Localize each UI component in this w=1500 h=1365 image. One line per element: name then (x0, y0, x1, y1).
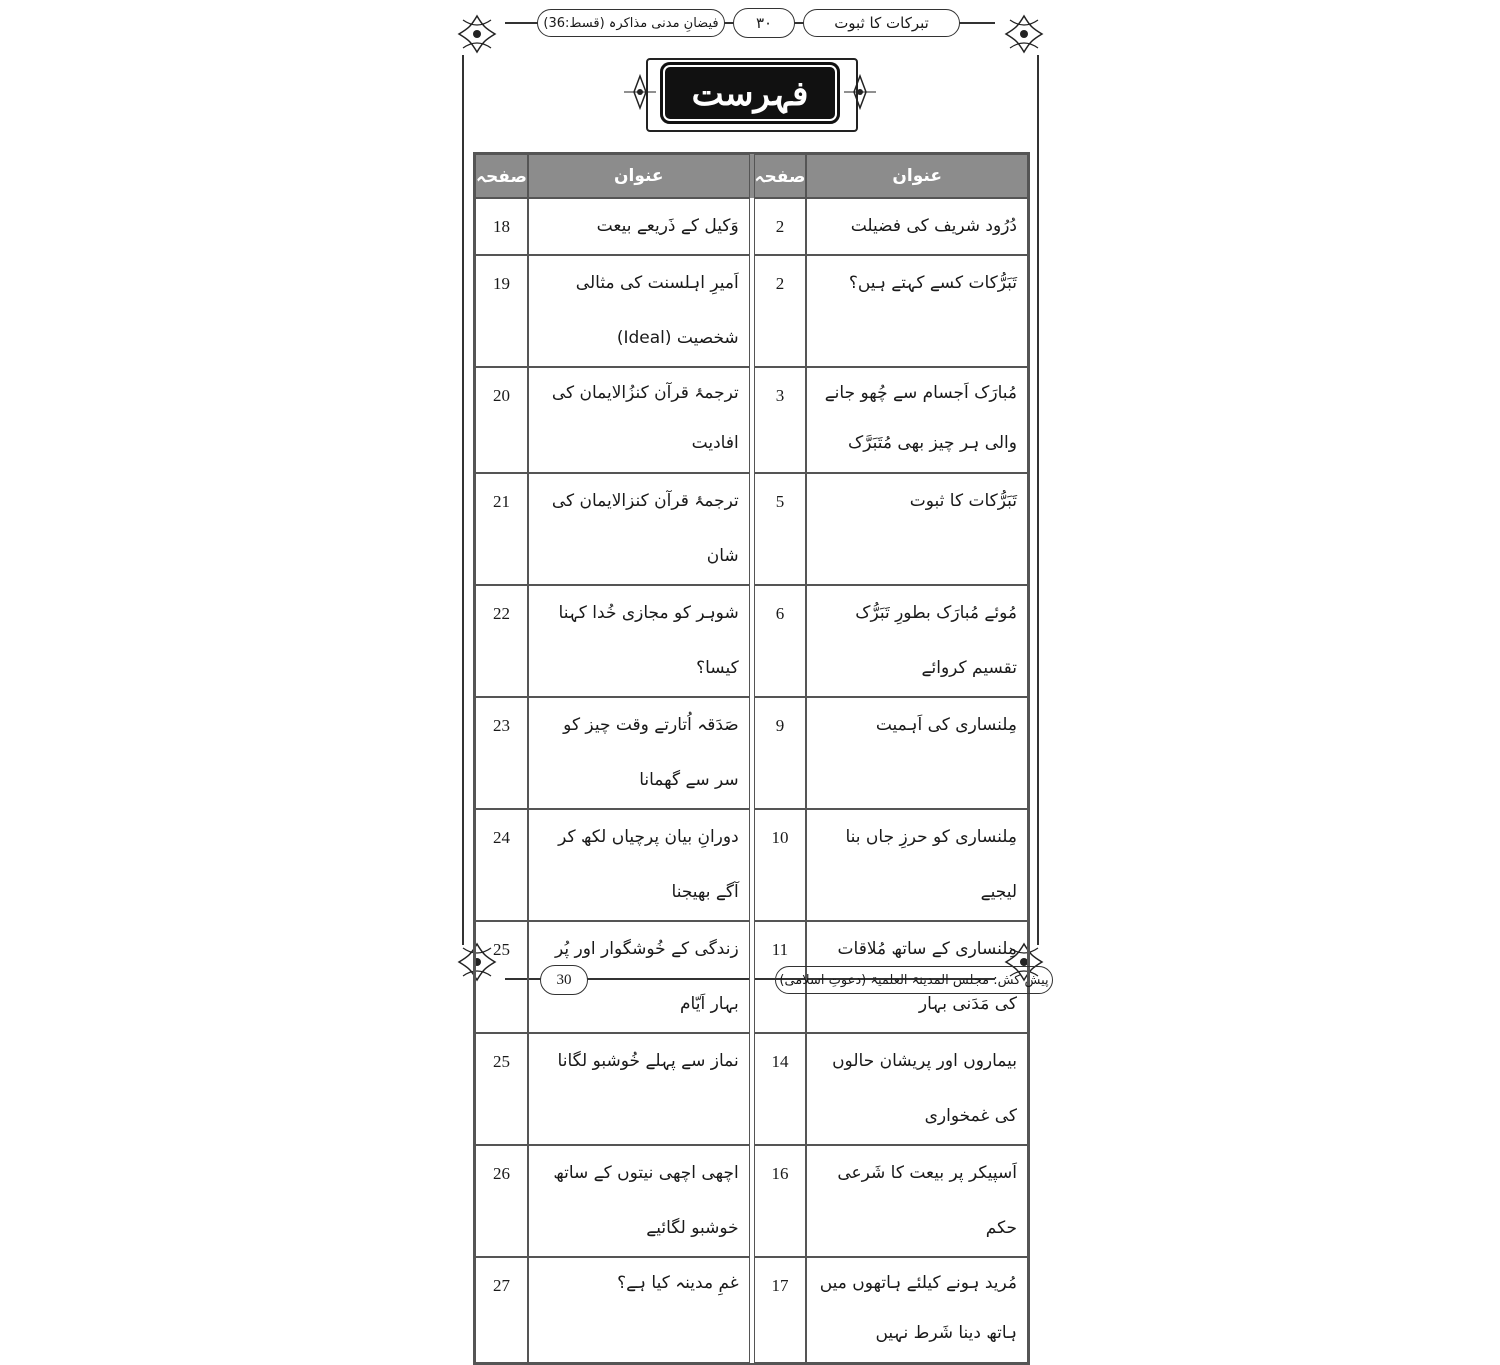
right-entry-title: مُرید ہونے کیلئے ہاتھوں میں ہاتھ دینا شَرط نہیں (806, 1257, 1028, 1363)
right-entry-page: 2 (754, 255, 807, 367)
left-entry-title: زندگی کے خُوشگوار اور پُر بہار اَیّام (528, 921, 750, 1033)
heading-ornament-right-icon (840, 72, 880, 112)
left-entry-page: 25 (475, 921, 528, 1033)
right-entry-page: 10 (754, 809, 807, 921)
left-entry-page: 20 (475, 367, 528, 473)
right-entry-page: 16 (754, 1145, 807, 1257)
left-entry-page: 18 (475, 198, 528, 255)
left-page-header: صفحہ (475, 154, 528, 198)
left-entry-page: 24 (475, 809, 528, 921)
toc-heading-box (660, 62, 840, 124)
right-entry-page: 3 (754, 367, 807, 473)
left-entry-page: 27 (475, 1257, 528, 1363)
footer-publisher: پیش کش: مجلس المدینۃ العلمیۃ (دعوتِ اسلامی) (775, 966, 1053, 994)
right-page-header: صفحہ (754, 154, 807, 198)
right-entry-page: 6 (754, 585, 807, 697)
left-entry-page: 19 (475, 255, 528, 367)
left-entry-page: 23 (475, 697, 528, 809)
corner-ornament-top-right-icon (1002, 12, 1046, 56)
toc-row (475, 367, 1028, 473)
right-entry-title: بیماروں اور پریشان حالوں کی غمخواری (806, 1033, 1028, 1145)
right-entry-page: 2 (754, 198, 807, 255)
toc-table (473, 152, 1030, 1365)
left-entry-page: 26 (475, 1145, 528, 1257)
right-entry-page: 14 (754, 1033, 807, 1145)
left-entry-title: غمِ مدینہ کیا ہے؟ (528, 1257, 750, 1363)
right-entry-title: مُوئے مُبارَک بطورِ تَبَرُّک تقسیم کروائے (806, 585, 1028, 697)
left-entry-title: اَمیرِ اہلسنت کی مثالی شخصیت (Ideal) (528, 255, 750, 367)
frame-left-line (462, 55, 464, 945)
toc-row (475, 809, 1028, 921)
toc-row (475, 1257, 1028, 1363)
right-entry-title: مِلنساری کو حرزِ جاں بنا لیجیے (806, 809, 1028, 921)
right-entry-page: 5 (754, 473, 807, 585)
right-title-header: عنوان (806, 154, 1028, 198)
left-entry-title: اچھی اچھی نیتوں کے ساتھ خوشبو لگائیے (528, 1145, 750, 1257)
left-entry-page: 21 (475, 473, 528, 585)
right-entry-page: 11 (754, 921, 807, 1033)
left-entry-title: دورانِ بیان پرچیاں لکھ کر آگے بھیجنا (528, 809, 750, 921)
frame-right-line (1037, 55, 1039, 945)
header-page-number: ۳۰ (733, 8, 795, 38)
left-title-header: عنوان (528, 154, 750, 198)
right-entry-title: مُبارَک اَجسام سے چُھو جانے والی ہر چیز بھی مُتَبَرَّک (806, 367, 1028, 473)
header-series-title: فیضانِ مدنی مذاکرہ (قسط:36) (537, 9, 725, 37)
toc-row (475, 1033, 1028, 1145)
left-entry-page: 22 (475, 585, 528, 697)
right-entry-title: اَسپیکر پر بیعت کا شَرعی حکم (806, 1145, 1028, 1257)
left-entry-title: صَدَقہ اُتارتے وقت چیز کو سر سے گھمانا (528, 697, 750, 809)
left-entry-title: نماز سے پہلے خُوشبو لگانا (528, 1033, 750, 1145)
left-entry-title: شوہر کو مجازی خُدا کہنا کیسا؟ (528, 585, 750, 697)
toc-heading: فہرست (691, 73, 809, 114)
toc-row (475, 697, 1028, 809)
right-entry-page: 9 (754, 697, 807, 809)
right-entry-title: مِلنساری کی اَہمیت (806, 697, 1028, 809)
toc-row (475, 198, 1028, 255)
toc-row (475, 473, 1028, 585)
toc-header-row (475, 154, 1028, 198)
right-entry-title: مِلنساری کے ساتھ مُلاقات کی مَدَنی بہار (806, 921, 1028, 1033)
left-entry-page: 25 (475, 1033, 528, 1145)
corner-ornament-top-left-icon (455, 12, 499, 56)
heading-ornament-left-icon (620, 72, 660, 112)
left-entry-title: ترجمۂ قرآن کنزُالایمان کی افادیت (528, 367, 750, 473)
toc-row (475, 1145, 1028, 1257)
toc-row (475, 255, 1028, 367)
toc-row (475, 585, 1028, 697)
left-entry-title: ترجمۂ قرآن کنزالایمان کی شان (528, 473, 750, 585)
footer-page-number: 30 (540, 965, 588, 995)
header-running-title: تبرکات کا ثبوت (803, 9, 960, 37)
right-entry-page: 17 (754, 1257, 807, 1363)
left-entry-title: وَکیل کے ذَریعے بیعت (528, 198, 750, 255)
right-entry-title: دُرُود شریف کی فضیلت (806, 198, 1028, 255)
right-entry-title: تَبَرُّکات کسے کہتے ہیں؟ (806, 255, 1028, 367)
right-entry-title: تَبَرُّکات کا ثبوت (806, 473, 1028, 585)
